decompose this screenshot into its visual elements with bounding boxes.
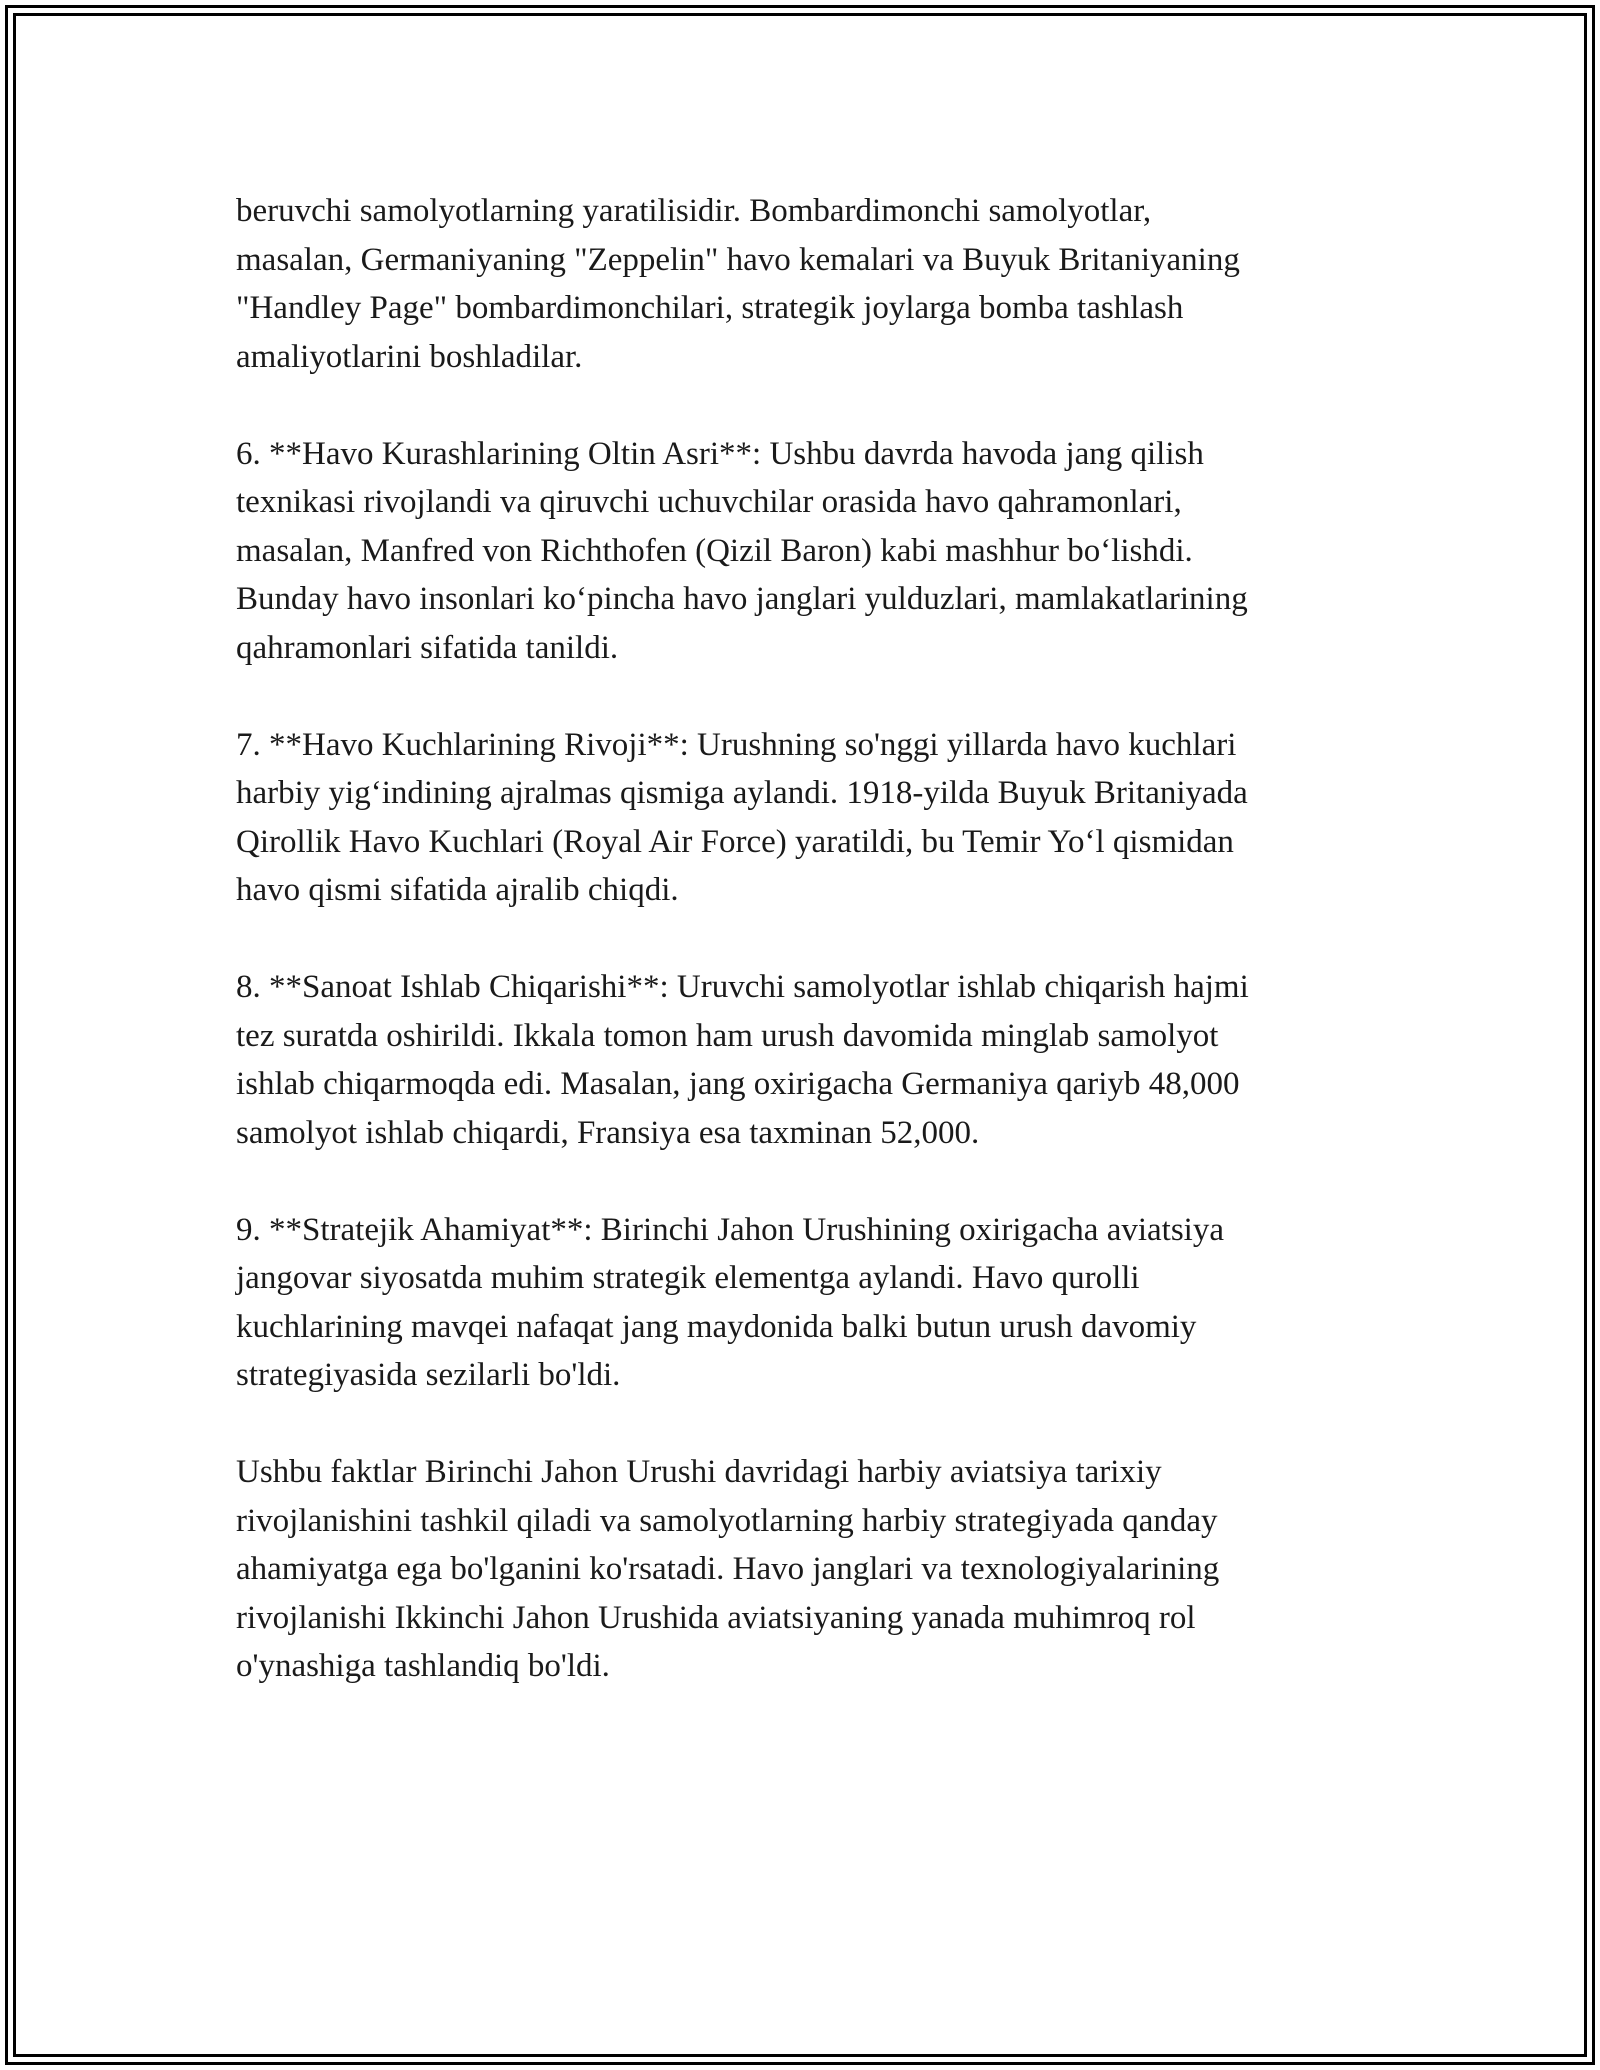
text-line: 7. **Havo Kuchlarining Rivoji**: Urushning so'nggi yillarda havo kuchlari [236, 726, 1237, 763]
text-line: samolyot ishlab chiqardi, Fransiya esa taxminan 52,000. [236, 1114, 980, 1151]
text-line: texnikasi rivojlandi va qiruvchi uchuvchilar orasida havo qahramonlari, [236, 484, 1182, 520]
text-line: masalan, Germaniyaning "Zeppelin" havo kemalari va Buyuk Britaniyaning [236, 241, 1240, 278]
text-line: ishlab chiqarmoqda edi. Masalan, jang oxirigacha Germaniya qariyb 48,000 [236, 1066, 1240, 1102]
text-line: masalan, Manfred von Richthofen (Qizil Baron) kabi mashhur bo‘lishdi. [236, 532, 1193, 569]
text-line: strategiyasida sezilarli bo'ldi. [236, 1357, 621, 1393]
paragraph-bombers [236, 187, 1366, 381]
paragraph-item-7 [236, 721, 1366, 915]
text-line: 9. **Stratejik Ahamiyat**: Birinchi Jahon Urushining oxirigacha aviatsiya [236, 1211, 1224, 1248]
text-line: qahramonlari sifatida tanildi. [236, 629, 619, 666]
text-line: 6. **Havo Kurashlarining Oltin Asri**: Ushbu davrda havoda jang qilish [236, 435, 1204, 472]
paragraph-item-8 [236, 963, 1366, 1157]
text-line: harbiy yig‘indining ajralmas qismiga aylandi. 1918-yilda Buyuk Britaniyada [236, 775, 1248, 811]
text-line: rivojlanishini tashkil qiladi va samolyotlarning harbiy strategiyada qanday [236, 1502, 1218, 1539]
text-line: o'ynashiga tashlandiq bo'ldi. [236, 1648, 610, 1684]
text-line: Ushbu faktlar Birinchi Jahon Urushi davridagi harbiy aviatsiya tarixiy [236, 1454, 1162, 1490]
text-line: tez suratda oshirildi. Ikkala tomon ham urush davomida minglab samolyot [236, 1017, 1219, 1054]
paragraph-conclusion [236, 1448, 1366, 1691]
document-body [236, 187, 1366, 1739]
text-line: Bunday havo insonlari ko‘pincha havo janglari yulduzlari, mamlakatlarining [236, 581, 1248, 617]
text-line: jangovar siyosatda muhim strategik elementga aylandi. Havo qurolli [236, 1260, 1140, 1296]
paragraph-item-9 [236, 1206, 1366, 1400]
text-line: Qirollik Havo Kuchlari (Royal Air Force) yaratildi, bu Temir Yo‘l qismidan [236, 823, 1234, 860]
text-line: ahamiyatga ega bo'lganini ko'rsatadi. Havo janglari va texnologiyalarining [236, 1551, 1220, 1587]
text-line: 8. **Sanoat Ishlab Chiqarishi**: Uruvchi samolyotlar ishlab chiqarish hajmi [236, 969, 1249, 1005]
text-line: havo qismi sifatida ajralib chiqdi. [236, 872, 679, 908]
text-line: kuchlarining mavqei nafaqat jang maydonida balki butun urush davomiy [236, 1308, 1197, 1345]
paragraph-item-6 [236, 430, 1366, 673]
text-line: amaliyotlarini boshladilar. [236, 338, 583, 375]
text-line: rivojlanishi Ikkinchi Jahon Urushida aviatsiyaning yanada muhimroq rol [236, 1599, 1196, 1636]
text-line: beruvchi samolyotlarning yaratilisidir. Bombardimonchi samolyotlar, [236, 193, 1152, 229]
text-line: "Handley Page" bombardimonchilari, strategik joylarga bomba tashlash [236, 290, 1184, 326]
